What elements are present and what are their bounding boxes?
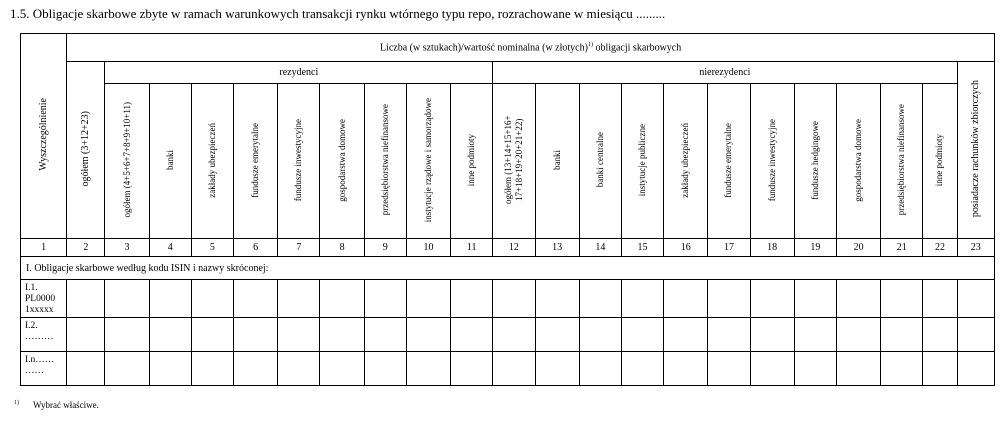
resident-col-header: banki: [164, 150, 175, 170]
residents-header: rezydenci: [105, 62, 493, 84]
resident-col-header: ogółem (4+5+6+7+8+9+10+11): [121, 102, 132, 218]
data-cell[interactable]: [794, 318, 836, 352]
row-label: I.2. ………: [21, 318, 67, 352]
nonresident-col-header-cell: [579, 84, 621, 239]
data-cell[interactable]: [191, 318, 233, 352]
data-cell[interactable]: [278, 352, 320, 386]
data-cell[interactable]: [750, 318, 794, 352]
data-cell[interactable]: [836, 352, 880, 386]
nonresident-col-header-cell: [923, 84, 957, 239]
footnote: [14, 400, 99, 410]
table-row: [21, 280, 995, 318]
resident-col-header: instytucje rządowe i samorządowe: [422, 97, 433, 223]
data-cell[interactable]: [234, 352, 278, 386]
main-header-suffix: obligacji skarbowych: [592, 42, 682, 54]
column-number: 7: [278, 239, 320, 257]
data-cell[interactable]: [149, 318, 191, 352]
column-number: 14: [579, 239, 621, 257]
total-header: ogółem (3+12+23): [80, 110, 92, 187]
nonresident-col-header: zakłady ubezpieczeń: [680, 122, 691, 198]
data-cell[interactable]: [67, 318, 105, 352]
column-number: 15: [621, 239, 663, 257]
resident-col-header: zakłady ubezpieczeń: [206, 122, 217, 198]
footnote-mark: 1): [14, 400, 19, 406]
column-number: 13: [535, 239, 579, 257]
row-header: Wyszczególnienie: [38, 98, 50, 171]
column-number: 3: [105, 239, 149, 257]
column-number: 18: [750, 239, 794, 257]
data-cell[interactable]: [451, 352, 493, 386]
data-cell[interactable]: [750, 280, 794, 318]
column-number: 8: [320, 239, 364, 257]
column-number: 1: [21, 239, 67, 257]
column-number: 12: [493, 239, 535, 257]
nonresidents-header: nierezydenci: [493, 62, 957, 84]
data-cell[interactable]: [923, 318, 957, 352]
resident-col-header: fundusze emerytalne: [250, 122, 261, 198]
nonresident-col-header: instytucje publiczne: [637, 123, 648, 197]
nonresident-col-header: fundusze hedgingowe: [809, 120, 820, 200]
data-cell[interactable]: [923, 280, 957, 318]
data-cell[interactable]: [881, 318, 923, 352]
nonresident-col-header-cell: [493, 84, 535, 239]
data-cell[interactable]: [794, 352, 836, 386]
data-cell[interactable]: [278, 280, 320, 318]
data-cell[interactable]: [364, 352, 406, 386]
total-header-cell: [67, 62, 105, 239]
data-cell[interactable]: [535, 280, 579, 318]
column-number: 5: [191, 239, 233, 257]
form-title: 1.5. Obligacje skarbowe zbyte w ramach warunkowych transakcji rynku wtórnego typu repo, rozrachowane w miesiącu .........: [10, 6, 666, 21]
collective-holders-header: posiadacze rachunków zbiorczych: [970, 79, 982, 218]
data-cell[interactable]: [621, 352, 663, 386]
resident-col-header: inne podmioty: [466, 133, 477, 187]
data-cell[interactable]: [105, 318, 149, 352]
data-cell[interactable]: [750, 352, 794, 386]
column-number: 22: [923, 239, 957, 257]
nonresident-col-header: banki: [551, 150, 562, 170]
data-cell[interactable]: [664, 352, 708, 386]
data-cell[interactable]: [621, 280, 663, 318]
resident-col-header-cell: [278, 84, 320, 239]
data-cell[interactable]: [794, 280, 836, 318]
nonresident-col-header-cell: [535, 84, 579, 239]
data-cell[interactable]: [881, 280, 923, 318]
data-cell[interactable]: [105, 352, 149, 386]
data-cell[interactable]: [957, 318, 994, 352]
table-row: [21, 352, 995, 386]
data-cell[interactable]: [406, 280, 450, 318]
section-label: I. Obligacje skarbowe według kodu ISIN i nazwy skróconej:: [21, 257, 995, 280]
data-cell[interactable]: [493, 352, 535, 386]
data-cell[interactable]: [191, 280, 233, 318]
data-cell[interactable]: [234, 280, 278, 318]
nonresident-col-header: fundusze inwestycyjne: [766, 118, 777, 202]
data-cell[interactable]: [451, 280, 493, 318]
column-number: 9: [364, 239, 406, 257]
data-cell[interactable]: [493, 318, 535, 352]
data-cell[interactable]: [579, 352, 621, 386]
column-number: 2: [67, 239, 105, 257]
data-cell[interactable]: [493, 280, 535, 318]
column-number: 19: [794, 239, 836, 257]
nonresident-col-header-cell: [794, 84, 836, 239]
nonresident-col-header-cell: [621, 84, 663, 239]
nonresident-col-header-cell: [750, 84, 794, 239]
data-cell[interactable]: [881, 352, 923, 386]
data-cell[interactable]: [621, 318, 663, 352]
column-number: 21: [881, 239, 923, 257]
nonresident-col-header-cell: [664, 84, 708, 239]
nonresident-col-header: inne podmioty: [934, 133, 945, 187]
nonresident-col-header: fundusze emerytalne: [723, 122, 734, 198]
nonresident-col-header: gospodarstwa domowe: [853, 118, 864, 202]
nonresident-col-header-cell: [836, 84, 880, 239]
column-number: 10: [406, 239, 450, 257]
resident-col-header-cell: [234, 84, 278, 239]
row-label: I.1. PL0000 1xxxxx: [21, 280, 67, 318]
data-cell[interactable]: [708, 280, 750, 318]
data-cell[interactable]: [664, 280, 708, 318]
resident-col-header-cell: [451, 84, 493, 239]
resident-col-header: gospodarstwa domowe: [336, 118, 347, 202]
main-header: Liczba (w sztukach)/wartość nominalna (w złotych): [379, 42, 588, 54]
column-number: 16: [664, 239, 708, 257]
column-number: 6: [234, 239, 278, 257]
footnote-text: Wybrać właściwe.: [33, 400, 99, 410]
nonresident-col-header: banki centralne: [594, 132, 605, 188]
data-cell[interactable]: [708, 352, 750, 386]
nonresident-col-header: przedsiębiorstwa niefinansowe: [896, 104, 907, 216]
column-number: 23: [957, 239, 994, 257]
data-cell[interactable]: [67, 280, 105, 318]
resident-col-header: przedsiębiorstwa niefinansowe: [379, 104, 390, 216]
resident-col-header-cell: [149, 84, 191, 239]
data-cell[interactable]: [836, 280, 880, 318]
resident-col-header-cell: [105, 84, 149, 239]
data-cell[interactable]: [149, 280, 191, 318]
data-cell[interactable]: [451, 318, 493, 352]
main-header-footnote-mark: 1): [587, 41, 593, 48]
column-number: 20: [836, 239, 880, 257]
column-number: 17: [708, 239, 750, 257]
nonresident-col-header-cell: [881, 84, 923, 239]
data-cell[interactable]: [535, 318, 579, 352]
data-cell[interactable]: [579, 280, 621, 318]
column-number: 11: [451, 239, 493, 257]
nonresident-col-header-cell: [708, 84, 750, 239]
data-cell[interactable]: [320, 352, 364, 386]
collective-holders-cell: [957, 62, 994, 239]
table-row: [21, 318, 995, 352]
row-label: I.n…… ……: [21, 352, 67, 386]
data-cell[interactable]: [836, 318, 880, 352]
data-cell[interactable]: [149, 352, 191, 386]
data-cell[interactable]: [923, 352, 957, 386]
nonresident-col-header: ogółem (13+14+15+16+ 17+18+19+20+21+22): [502, 115, 524, 205]
data-cell[interactable]: [406, 352, 450, 386]
data-cell[interactable]: [708, 318, 750, 352]
data-cell[interactable]: [664, 318, 708, 352]
repo-table: [20, 33, 995, 386]
data-cell[interactable]: [105, 280, 149, 318]
data-cell[interactable]: [234, 318, 278, 352]
data-cell[interactable]: [320, 280, 364, 318]
data-cell[interactable]: [535, 352, 579, 386]
data-cell[interactable]: [579, 318, 621, 352]
data-cell[interactable]: [278, 318, 320, 352]
main-header-cell: [67, 34, 995, 62]
resident-col-header-cell: [364, 84, 406, 239]
resident-col-header: fundusze inwestycyjne: [293, 118, 304, 202]
resident-col-header-cell: [406, 84, 450, 239]
data-cell[interactable]: [406, 318, 450, 352]
resident-col-header-cell: [191, 84, 233, 239]
data-cell[interactable]: [67, 352, 105, 386]
row-header-cell: [21, 34, 67, 239]
resident-col-header-cell: [320, 84, 364, 239]
data-cell[interactable]: [191, 352, 233, 386]
data-cell[interactable]: [957, 352, 994, 386]
data-cell[interactable]: [364, 318, 406, 352]
data-cell[interactable]: [320, 318, 364, 352]
data-cell[interactable]: [957, 280, 994, 318]
column-number: 4: [149, 239, 191, 257]
data-cell[interactable]: [364, 280, 406, 318]
